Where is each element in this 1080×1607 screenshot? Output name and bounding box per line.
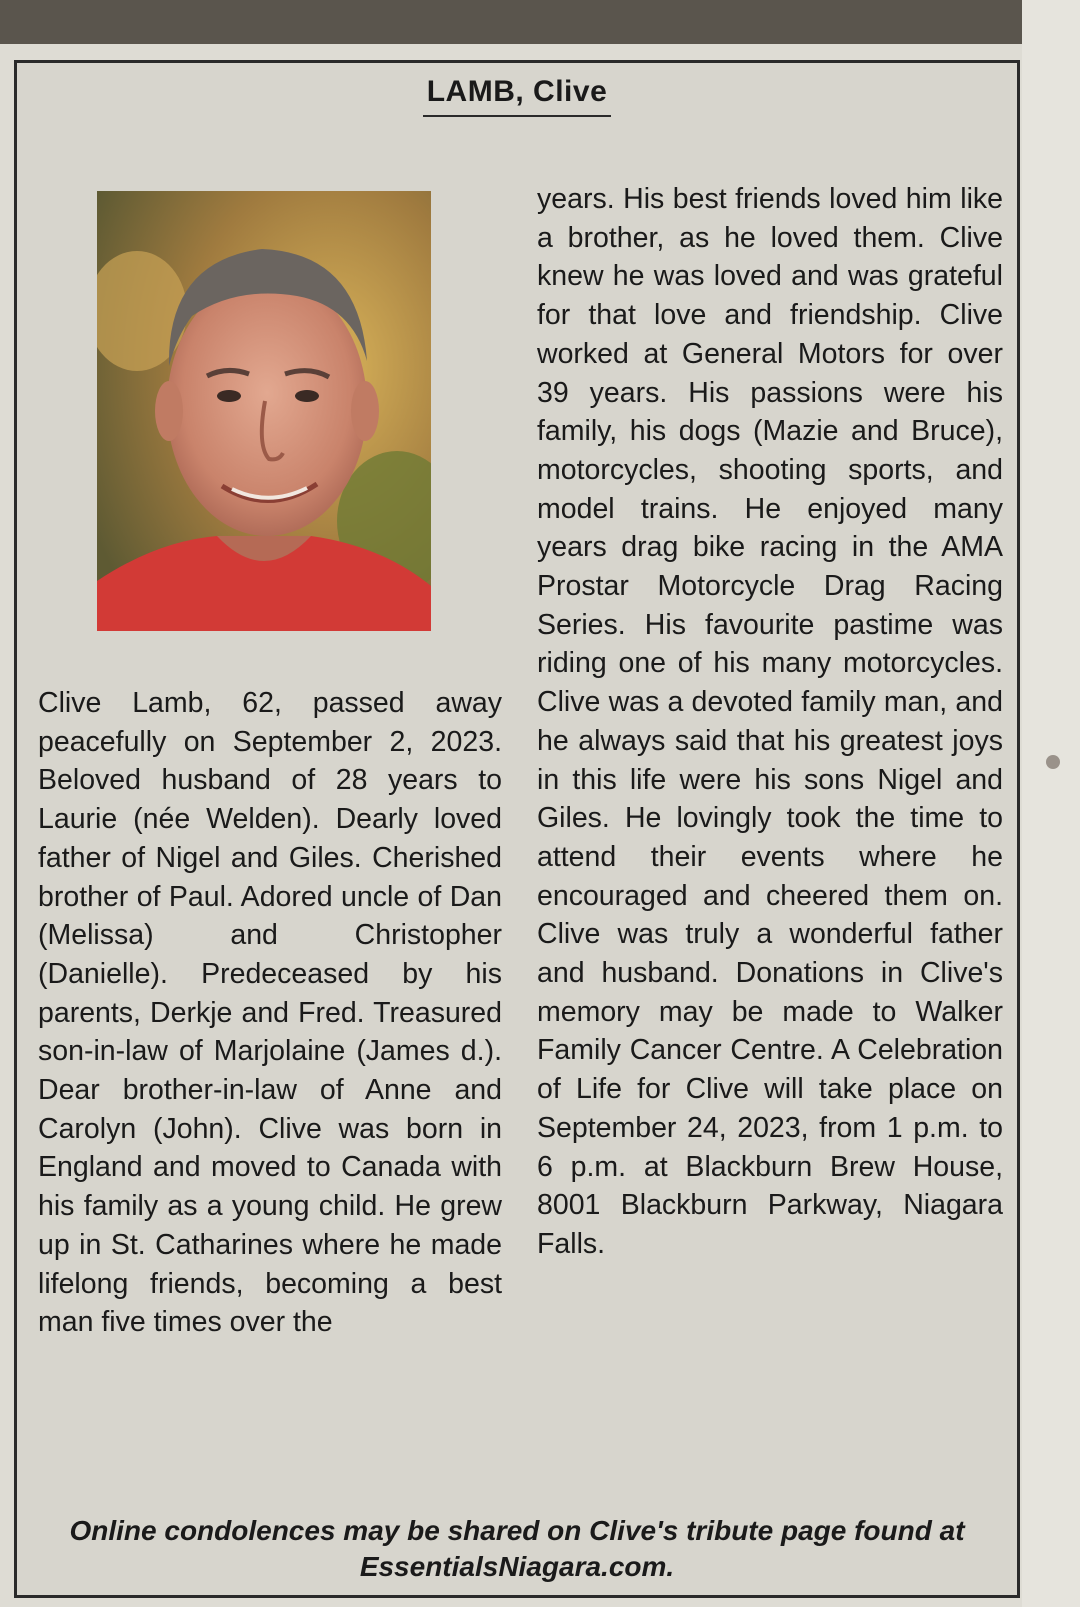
condolences-note: Online condolences may be shared on Clive's tribute page found at EssentialsNiagara.com.: [69, 1515, 965, 1582]
portrait-photo: [97, 191, 431, 631]
portrait-illustration: [97, 191, 431, 631]
obituary-text-right-column: years. His best friends loved him like a brother, as he loved them. Clive knew he was loved and was grateful for that love and friendship. Clive worked at General Motors for over 39 years. His passions were his family, his dogs (Mazie and Bruce), motorcycles, shooting sports, and model trains. He enjoyed many years drag bike racing in the AMA Prostar Motorcycle Drag Racing Series. His favourite pastime was riding one of his many motorcycles. Clive was a devoted family man, and he always said that his greatest joys in this life were his sons Nigel and Giles. He lovingly took the time to attend their events where he encouraged and cheered them on. Clive was truly a wonderful father and husband. Donations in Clive's memory may be made to Walker Family Cancer Centre. A Celebration of Life for Clive will take place on September 24, 2023, from 1 p.m. to 6 p.m. at Blackburn Brew House, 8001 Blackburn Parkway, Niagara Falls.: [537, 183, 1003, 1260]
left-ear: [155, 381, 183, 441]
right-ear: [351, 381, 379, 441]
left-eye: [217, 390, 241, 402]
obituary-title: [17, 75, 1017, 117]
paper-spot: [1046, 755, 1060, 769]
page-right-margin: [1022, 0, 1080, 1607]
obituary-frame: [14, 60, 1020, 1598]
obituary-text-left-column: Clive Lamb, 62, passed away peacefully on September 2, 2023. Beloved husband of 28 years to Laurie (née Welden). Dearly loved father of Nigel and Giles. Cherished brother of Paul. Adored uncle of Dan (Melissa) and Christopher (Danielle). Predeceased by his parents, Derkje and Fred. Treasured son-in-law of Marjolaine (James d.). Dear brother-in-law of Anne and Carolyn (John). Clive was born in England and moved to Canada with his family as a young child. He grew up in St. Catharines where he made lifelong friends, becoming a best man five times over the: [38, 687, 502, 1339]
page-top-edge: [0, 0, 1022, 44]
right-eye: [295, 390, 319, 402]
obituary-title-text: LAMB, Clive: [423, 75, 612, 117]
